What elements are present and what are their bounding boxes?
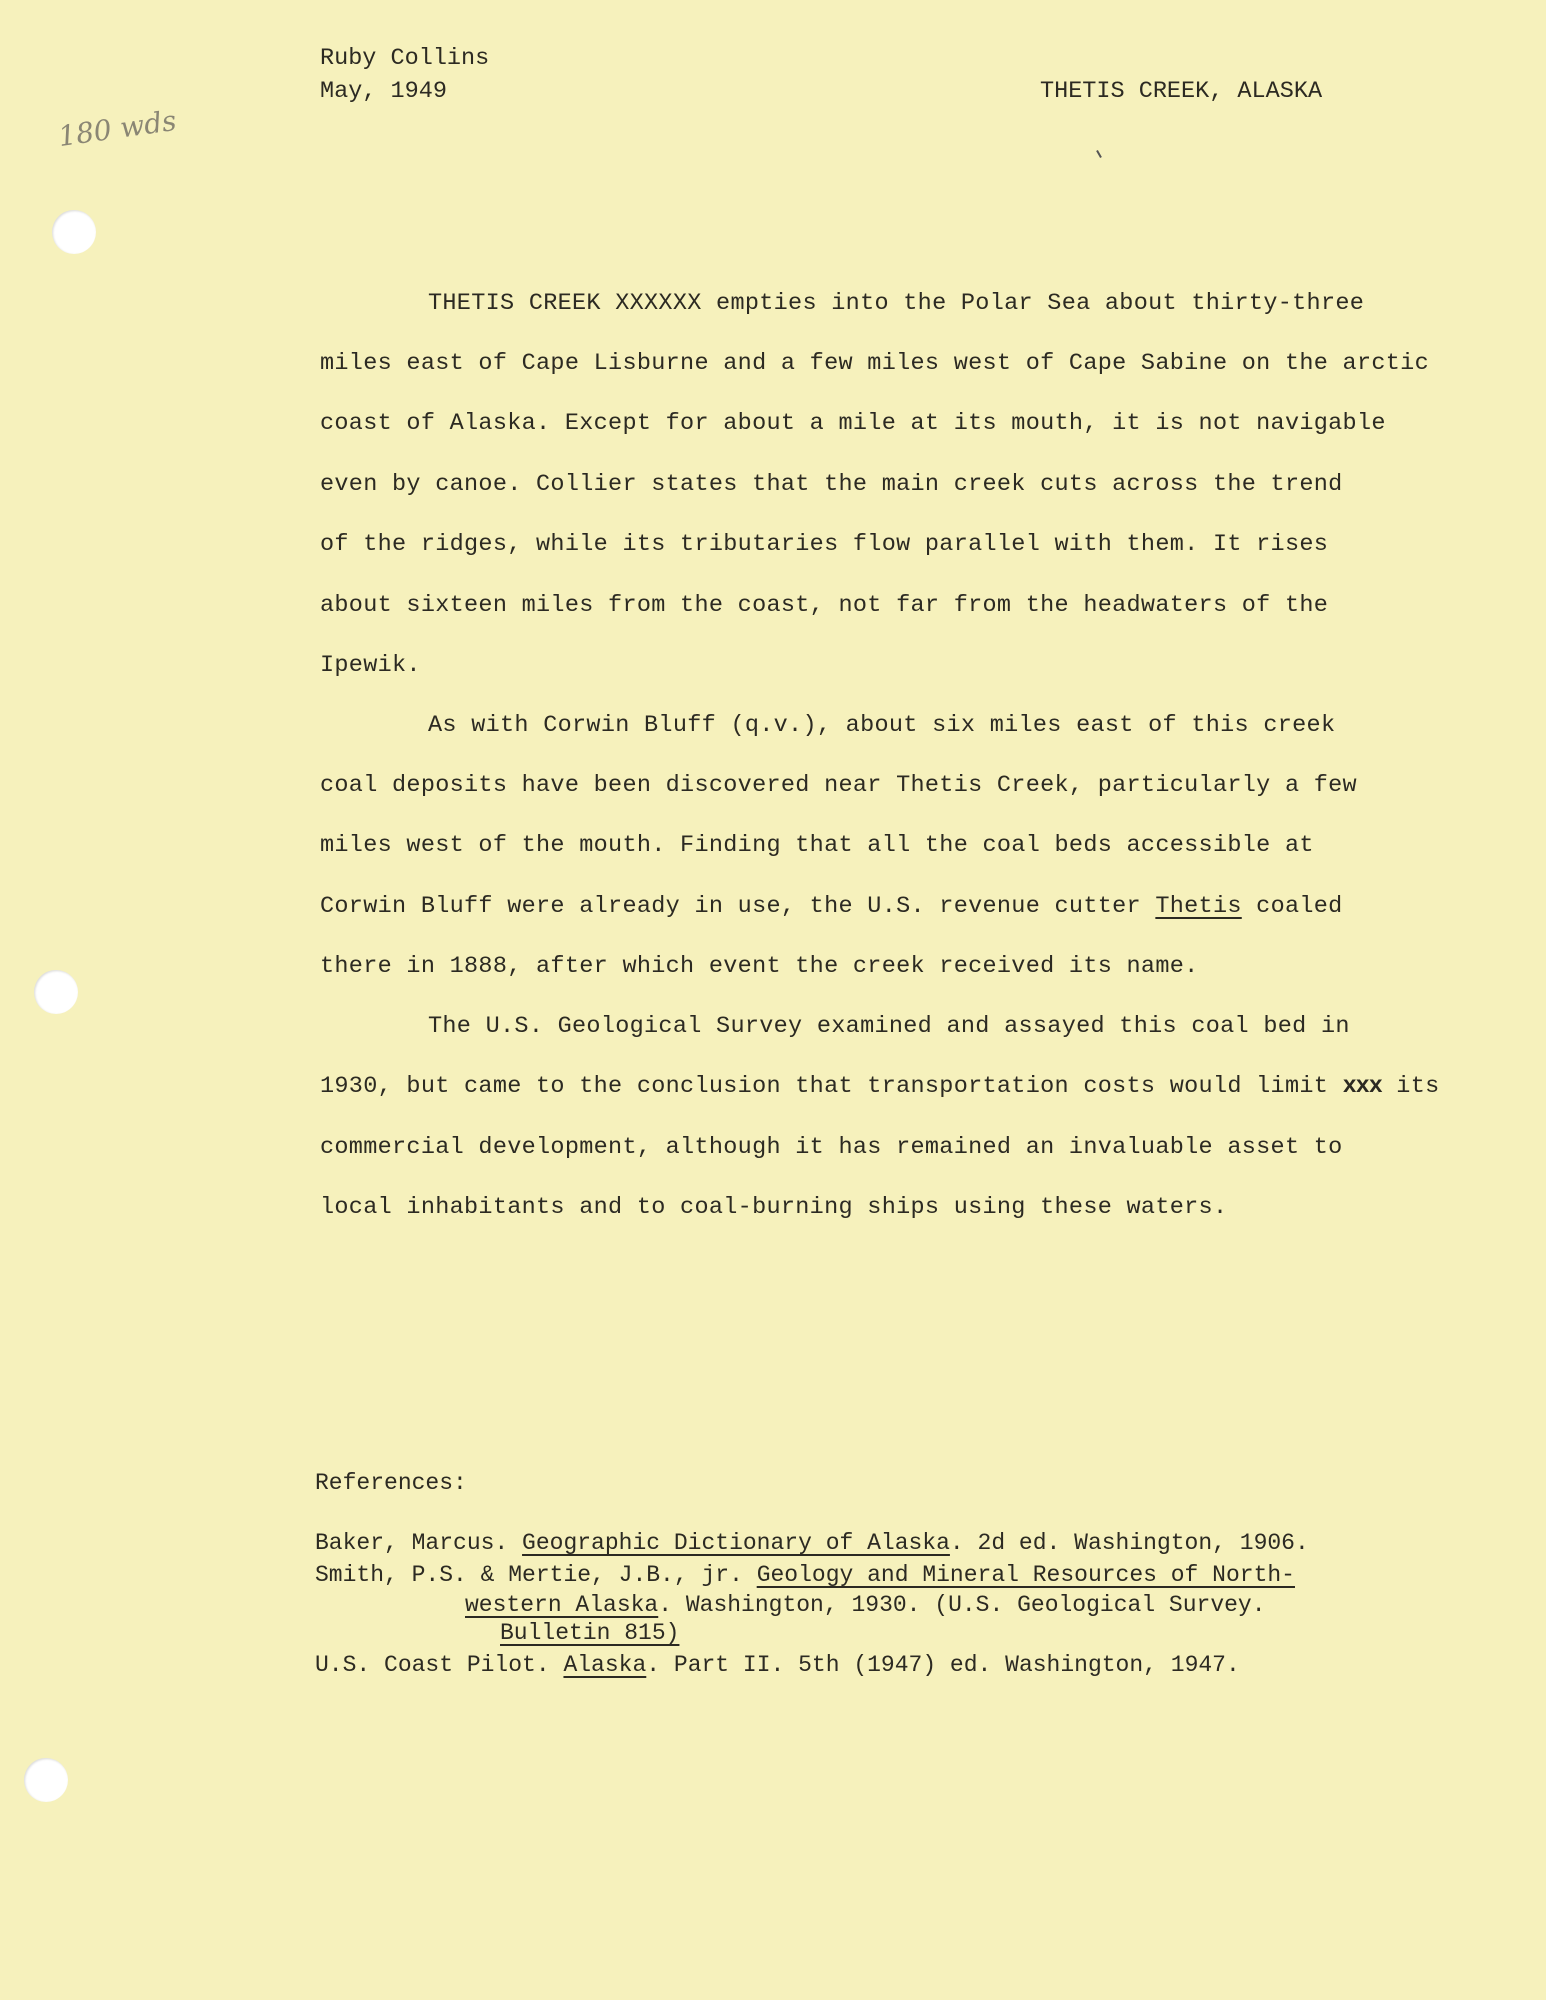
body-line: THETIS CREEK XXXXXX empties into the Polar Sea about thirty-three — [428, 290, 1365, 317]
struck-text: xxx — [1342, 1073, 1382, 1100]
body-line: miles west of the mouth. Finding that all the coal beds accessible at — [320, 832, 1314, 859]
body-line: commercial development, although it has remained an invaluable asset to — [320, 1134, 1343, 1161]
reference-item-continued — [500, 1620, 679, 1646]
body-line: Ipewik. — [320, 652, 421, 679]
author-name: Ruby Collins — [320, 45, 490, 72]
reference-author: U.S. Coast Pilot. — [315, 1652, 550, 1678]
body-text: 1930, but came to the conclusion that transportation costs would limit — [320, 1073, 1329, 1100]
punch-hole-middle — [34, 970, 78, 1014]
body-text: coaled — [1256, 893, 1343, 920]
body-line: even by canoe. Collier states that the main creek cuts across the trend — [320, 471, 1343, 498]
body-line: coast of Alaska. Except for about a mile at its mouth, it is not navigable — [320, 410, 1386, 437]
reference-details: . 2d ed. Washington, 1906. — [949, 1530, 1309, 1556]
body-text: its — [1396, 1073, 1440, 1100]
reference-details: . Washington, 1930. (U.S. Geological Survey. — [658, 1592, 1266, 1618]
ship-name: Thetis — [1155, 893, 1242, 920]
reference-item — [315, 1652, 1240, 1678]
reference-author: Baker, Marcus. — [315, 1530, 509, 1556]
reference-title: western Alaska — [465, 1592, 659, 1618]
reference-author: Smith, P.S. & Mertie, J.B., jr. — [315, 1562, 743, 1588]
document-date: May, 1949 — [320, 78, 447, 105]
references-heading: References: — [315, 1470, 467, 1496]
reference-item-continued — [465, 1592, 1266, 1618]
body-line: The U.S. Geological Survey examined and assayed this coal bed in — [428, 1013, 1350, 1040]
document-title: THETIS CREEK, ALASKA — [1040, 78, 1323, 105]
body-line: local inhabitants and to coal-burning ships using these waters. — [320, 1194, 1228, 1221]
body-line: about sixteen miles from the coast, not far from the headwaters of the — [320, 592, 1329, 619]
reference-item — [315, 1562, 1295, 1588]
reference-title: Geographic Dictionary of Alaska — [522, 1530, 950, 1556]
body-line: coal deposits have been discovered near Thetis Creek, particularly a few — [320, 772, 1357, 799]
body-line — [320, 1073, 1440, 1100]
body-line: there in 1888, after which event the creek received its name. — [320, 953, 1199, 980]
body-line: As with Corwin Bluff (q.v.), about six miles east of this creek — [428, 712, 1336, 739]
reference-title: Alaska — [563, 1652, 647, 1678]
stray-mark — [1096, 150, 1102, 158]
reference-series: Bulletin 815) — [500, 1620, 680, 1646]
body-line: of the ridges, while its tributaries flow parallel with them. It rises — [320, 531, 1329, 558]
margin-note: 180 wds — [56, 103, 179, 154]
reference-item — [315, 1530, 1309, 1556]
body-text: Corwin Bluff were already in use, the U.S. revenue cutter — [320, 893, 1141, 920]
punch-hole-top — [52, 210, 96, 254]
reference-title: Geology and Mineral Resources of North- — [756, 1562, 1295, 1588]
body-line — [320, 893, 1343, 920]
punch-hole-bottom — [24, 1758, 68, 1802]
body-line: miles east of Cape Lisburne and a few miles west of Cape Sabine on the arctic — [320, 350, 1429, 377]
reference-details: . Part II. 5th (1947) ed. Washington, 1947. — [646, 1652, 1240, 1678]
